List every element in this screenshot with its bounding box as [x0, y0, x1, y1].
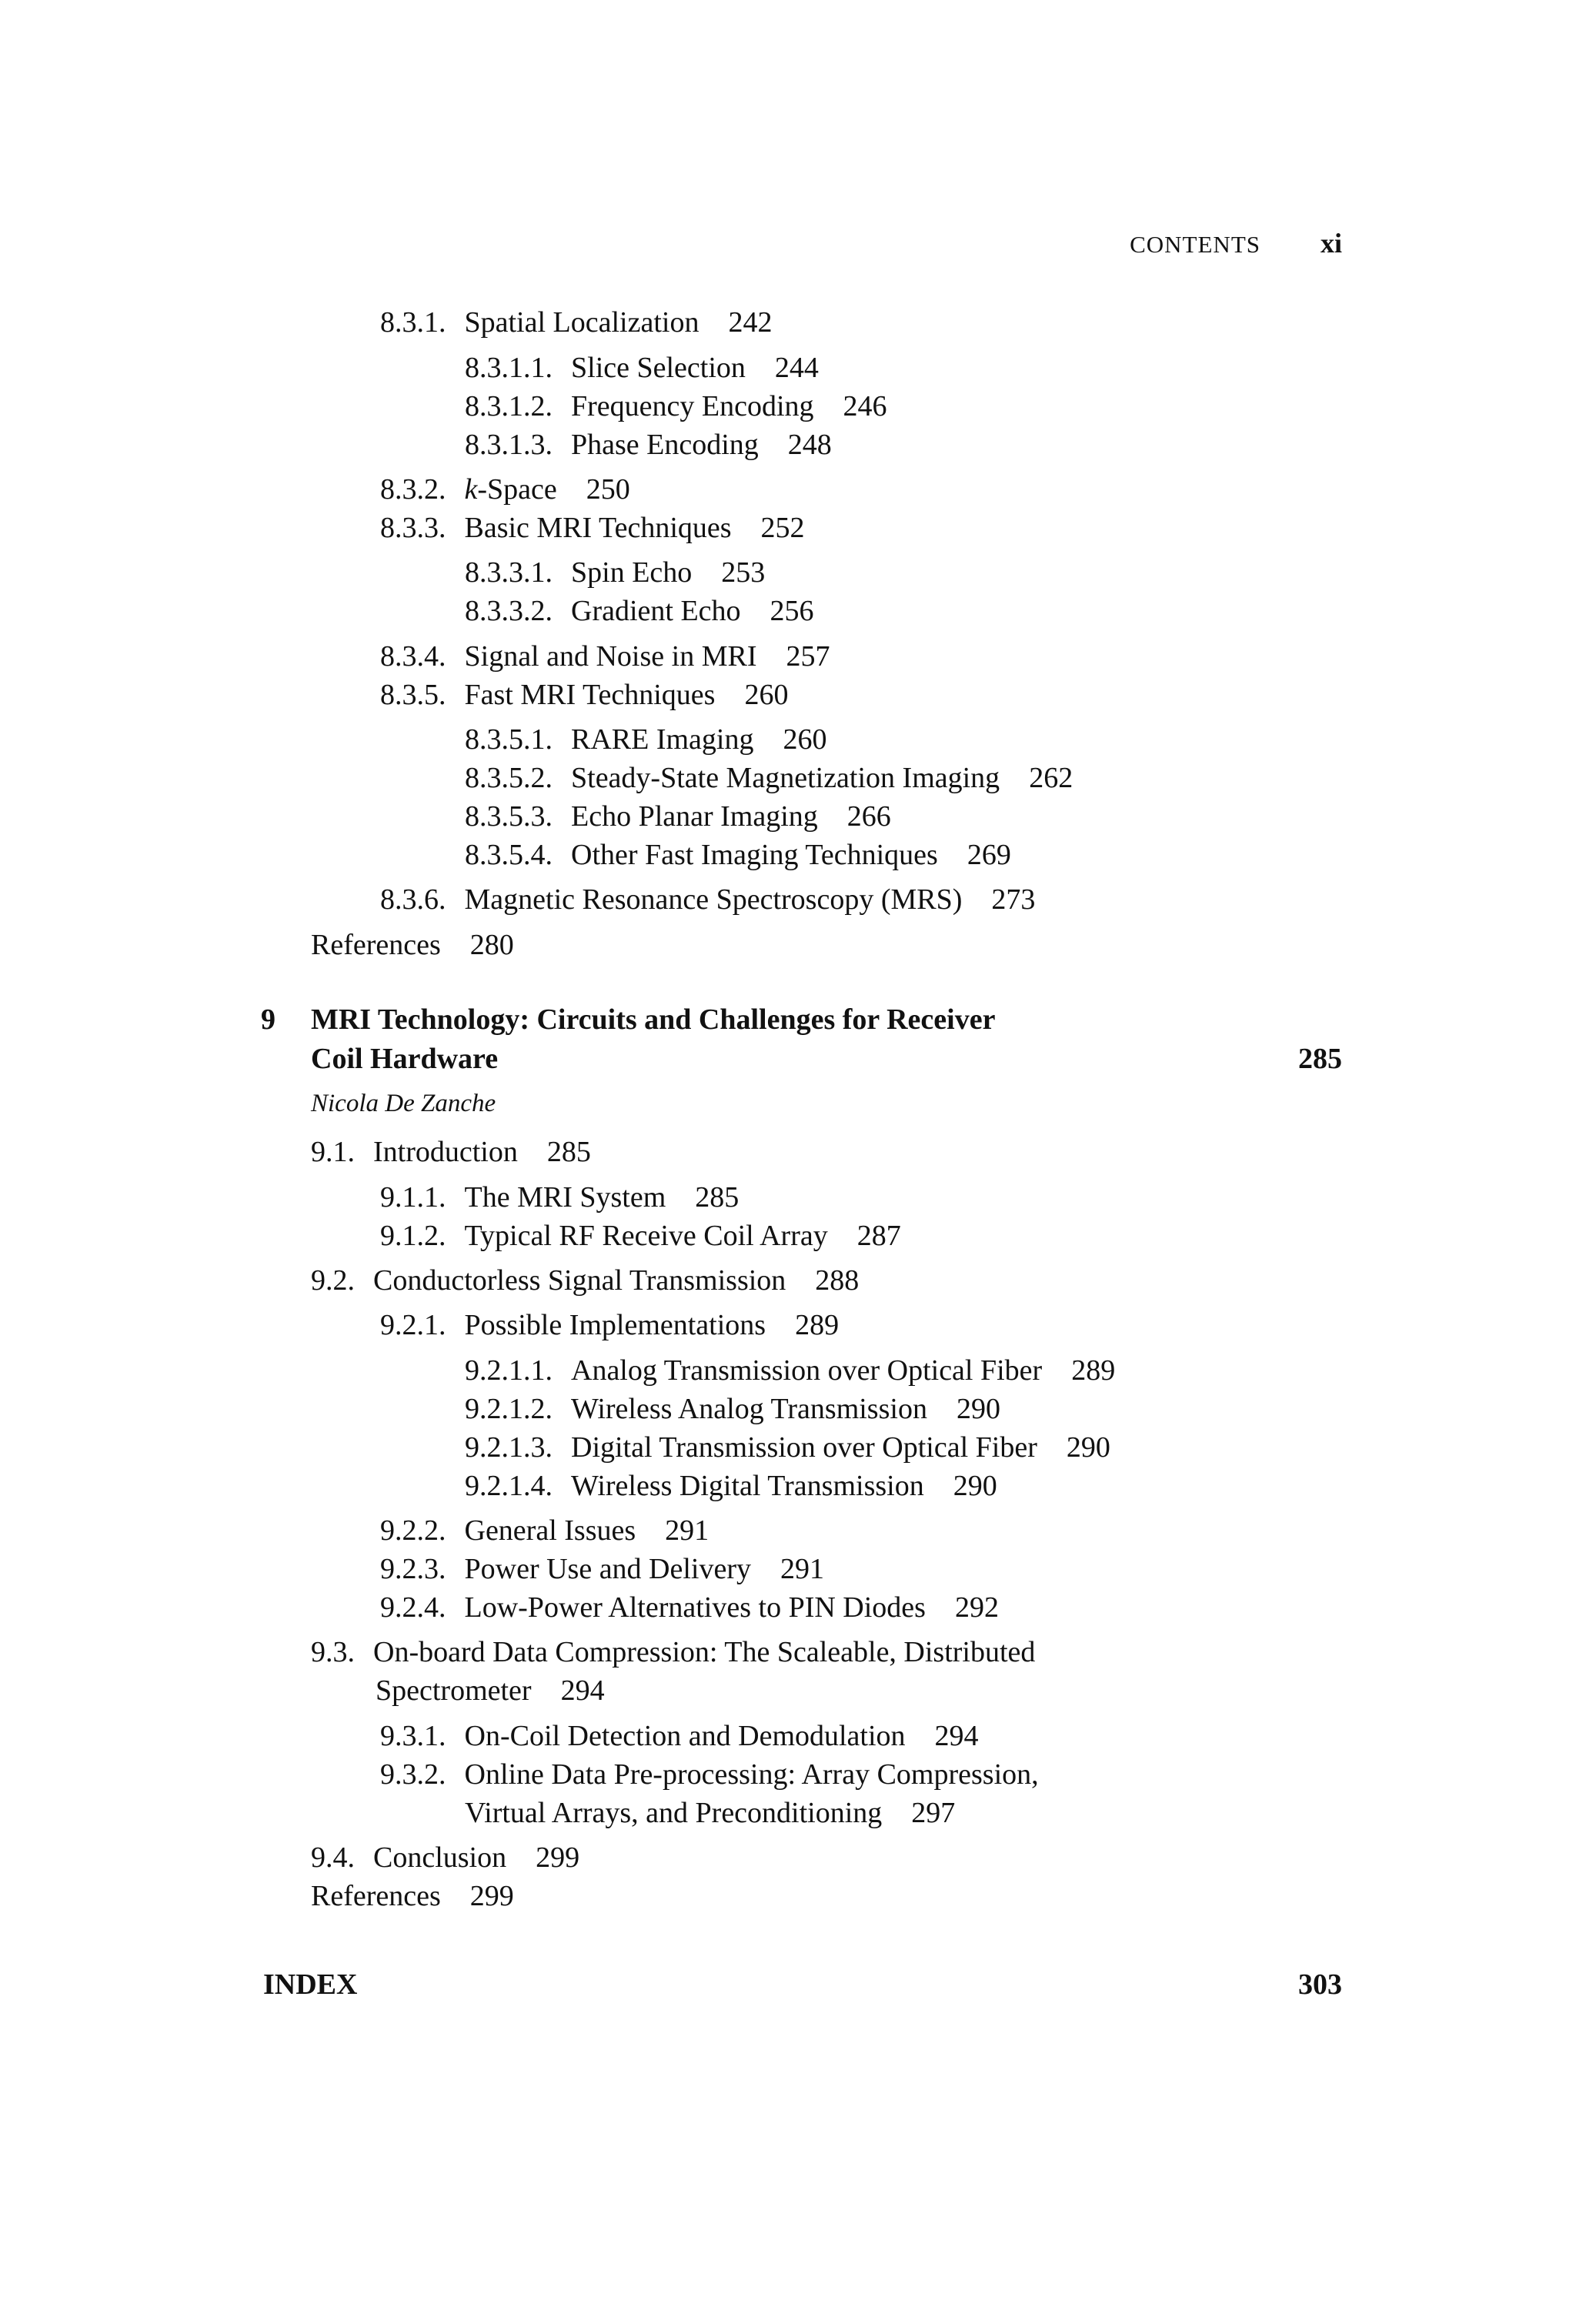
chapter-number: 9	[261, 1003, 275, 1036]
toc-entry: 9.2.1.4. Wireless Digital Transmission 290	[465, 1470, 997, 1502]
toc-entry: 8.3.3.1. Spin Echo 253	[465, 556, 766, 589]
chapter-title-line1: MRI Technology: Circuits and Challenges for Receiver	[311, 1003, 996, 1036]
toc-entry: 9.3.2. Online Data Pre-processing: Array Compression,	[380, 1758, 1039, 1791]
toc-entry: 9.1.2. Typical RF Receive Coil Array 287	[380, 1220, 901, 1252]
toc-entry: 9.2.2. General Issues 291	[380, 1514, 710, 1547]
toc-entry: 8.3.1.1. Slice Selection 244	[465, 352, 819, 384]
running-head-page-number: xi	[1320, 228, 1342, 259]
toc-entry: 9.4. Conclusion 299	[311, 1841, 580, 1874]
toc-entry: 8.3.5.2. Steady-State Magnetization Imaging 262	[465, 762, 1073, 794]
toc-entry: 9.3.1. On-Coil Detection and Demodulation 294	[380, 1720, 979, 1752]
toc-entry: 9.2.3. Power Use and Delivery 291	[380, 1553, 825, 1585]
index-page-number: 303	[1298, 1968, 1342, 2001]
toc-entry: 9.1. Introduction 285	[311, 1136, 591, 1168]
index-heading: INDEX	[263, 1968, 358, 2001]
chapter-page-number: 285	[1298, 1043, 1342, 1075]
toc-entry: 9.1.1. The MRI System 285	[380, 1181, 740, 1214]
running-head-label: CONTENTS	[1130, 231, 1260, 258]
toc-references: References 299	[311, 1880, 514, 1912]
toc-entry-continuation: Virtual Arrays, and Preconditioning 297	[465, 1797, 956, 1829]
toc-entry: 8.3.5.1. RARE Imaging 260	[465, 723, 827, 756]
toc-entry: 9.2. Conductorless Signal Transmission 288	[311, 1264, 860, 1297]
toc-entry: 8.3.5. Fast MRI Techniques 260	[380, 679, 789, 711]
chapter-author: Nicola De Zanche	[311, 1090, 496, 1117]
toc-entry: 9.2.1.2. Wireless Analog Transmission 290	[465, 1393, 1000, 1425]
toc-references: References 280	[311, 929, 514, 961]
toc-entry: 8.3.5.3. Echo Planar Imaging 266	[465, 800, 891, 833]
toc-entry: 8.3.1. Spatial Localization 242	[380, 306, 773, 339]
toc-entry: 8.3.1.2. Frequency Encoding 246	[465, 390, 887, 422]
toc-entry: 8.3.1.3. Phase Encoding 248	[465, 429, 832, 461]
toc-entry: 8.3.5.4. Other Fast Imaging Techniques 269	[465, 839, 1011, 871]
toc-entry: 9.2.1.1. Analog Transmission over Optical Fiber 289	[465, 1354, 1116, 1387]
toc-entry: 8.3.3.2. Gradient Echo 256	[465, 595, 814, 627]
toc-entry-continuation: Spectrometer 294	[376, 1674, 605, 1707]
toc-entry: 8.3.3. Basic MRI Techniques 252	[380, 512, 805, 544]
chapter-title-line2: Coil Hardware	[311, 1043, 499, 1075]
toc-entry: 9.2.4. Low-Power Alternatives to PIN Diodes 292	[380, 1591, 999, 1624]
toc-entry: 8.3.6. Magnetic Resonance Spectroscopy (MRS) 273	[380, 883, 1036, 916]
toc-entry: 9.3. On-board Data Compression: The Scaleable, Distributed	[311, 1636, 1036, 1668]
toc-entry: 9.2.1.3. Digital Transmission over Optical Fiber 290	[465, 1431, 1110, 1464]
toc-entry: 9.2.1. Possible Implementations 289	[380, 1309, 840, 1341]
toc-entry: 8.3.2. k-Space 250	[380, 473, 630, 506]
toc-entry: 8.3.4. Signal and Noise in MRI 257	[380, 640, 830, 673]
